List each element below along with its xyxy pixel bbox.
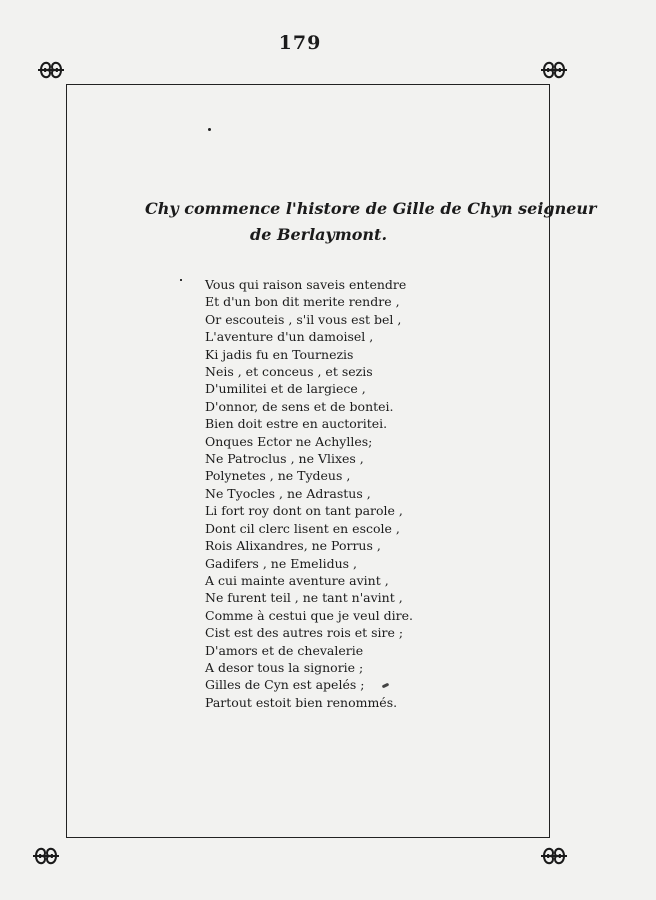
verse-line: A desor tous la signorie ; (205, 659, 364, 675)
verse-line: Ki jadis fu en Tournezis (205, 346, 354, 362)
verse-line: Et d'un bon dit merite rendre , (205, 294, 400, 310)
verse-line: Partout estoit bien renommés. (205, 694, 398, 710)
verse-line: Onques Ector ne Achylles; (205, 433, 373, 449)
verse-line: Polynetes , ne Tydeus , (205, 468, 351, 484)
verse-line: Rois Alixandres, ne Porrus , (205, 538, 381, 554)
verse-line: Dont cil clerc lisent en escole , (205, 520, 400, 536)
chapter-heading-line-1: Chy commence l'histore de Gille de Chyn seigneur (145, 199, 597, 218)
fleuron-knot-icon (32, 844, 60, 868)
fleuron-knot-icon (37, 58, 65, 82)
verse-line: Ne Patroclus , ne Vlixes , (205, 451, 364, 467)
verse-line: Ne furent teil , ne tant n'avint , (205, 590, 403, 606)
verse-line: Bien doit estre en auctoritei. (205, 416, 388, 432)
verse-line: L'aventure d'un damoisel , (205, 329, 374, 345)
verse-line: Gilles de Cyn est apelés ; (205, 677, 365, 693)
chapter-heading (120, 196, 597, 248)
fleuron-knot-icon (540, 58, 568, 82)
verse-line: D'amors et de chevalerie (205, 642, 364, 658)
chapter-heading-line-2: de Berlaymont. (250, 225, 388, 244)
fleuron-knot-icon (540, 844, 568, 868)
verse-line: A cui mainte aventure avint , (205, 572, 389, 588)
verse-line: Ne Tyocles , ne Adrastus , (205, 485, 371, 501)
verse-line: Vous qui raison saveis entendre (205, 277, 407, 292)
page-number: 179 (278, 32, 322, 54)
ink-dot (208, 128, 211, 131)
verse-line: Comme à cestui que je veul dire. (205, 607, 413, 623)
verse-line: Gadifers , ne Emelidus , (205, 555, 357, 571)
margin-mark (180, 279, 182, 281)
verse-line: Neis , et conceus , et sezis (205, 364, 373, 380)
verse-line: D'onnor, de sens et de bontei. (205, 398, 394, 414)
poem-verse (205, 276, 525, 711)
verse-line: Or escouteis , s'il vous est bel , (205, 311, 402, 327)
verse-line: Li fort roy dont on tant parole , (205, 503, 403, 519)
verse-line: Cist est des autres rois et sire ; (205, 625, 404, 641)
verse-line: D'umilitei et de largiece , (205, 381, 366, 397)
